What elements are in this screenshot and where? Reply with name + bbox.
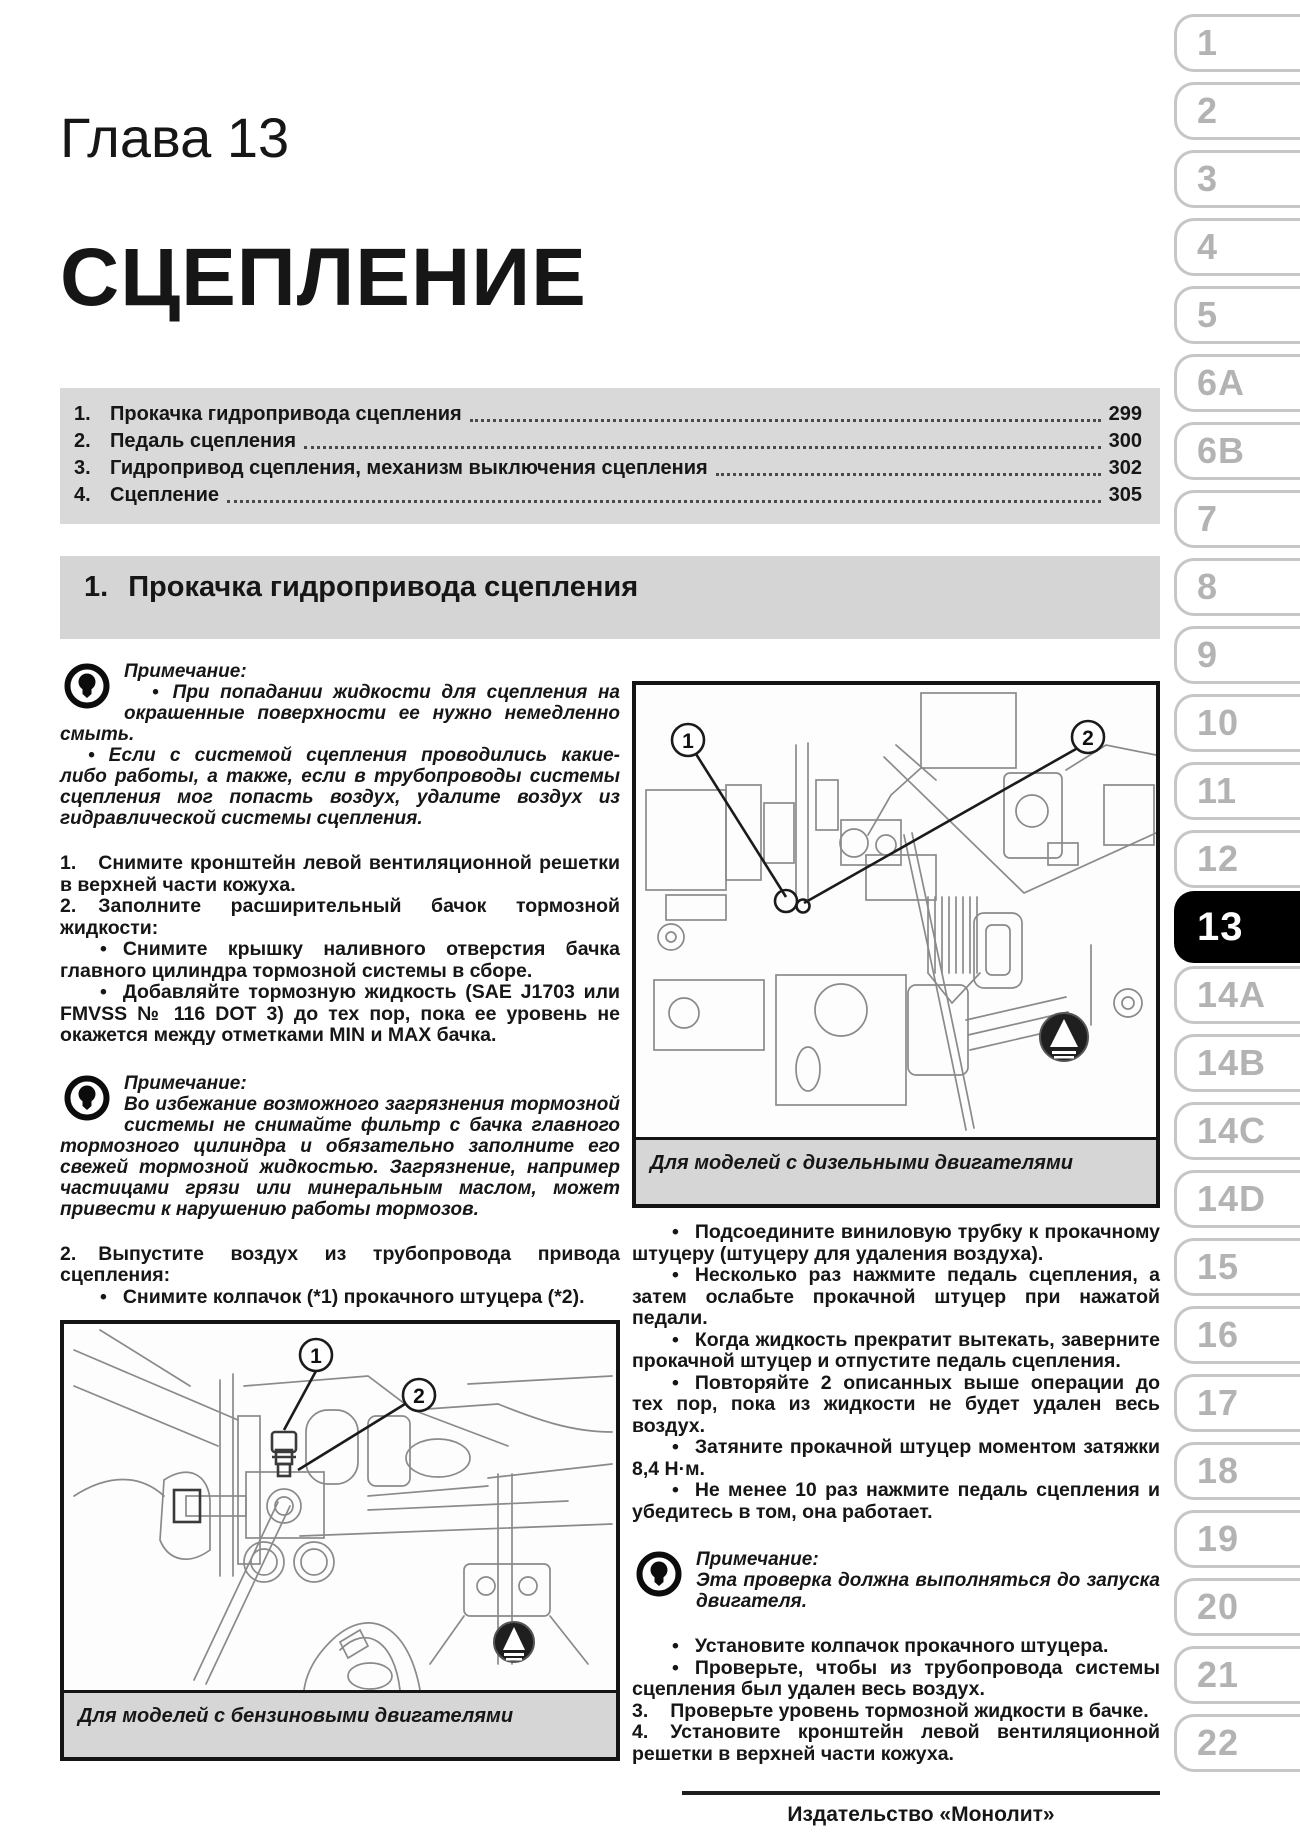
footer-publisher: Издательство «Монолит» (787, 1803, 1055, 1826)
toc-number: 1. (74, 403, 91, 425)
diagram-caption: Для моделей с дизельными двигателями (636, 1137, 1156, 1204)
chapter-heading: Глава 13 (60, 106, 290, 169)
toc-row[interactable] (74, 401, 1142, 428)
bullet-marker: • (672, 1479, 679, 1501)
petrol-engine-diagram (64, 1324, 616, 1690)
sidebar-tab-10[interactable]: 10 (1174, 694, 1300, 752)
sidebar-tab-8[interactable]: 8 (1174, 558, 1300, 616)
toc-label: Сцепление (110, 484, 220, 506)
note-bullet (60, 682, 620, 745)
bullet-marker: • (672, 1656, 679, 1679)
note-box (60, 661, 620, 829)
callout-1-label: 1 (682, 730, 694, 753)
callout-2-label: 2 (1082, 727, 1094, 750)
bullet-text: Снимите крышку наливного отверстия бачка главного цилиндра тормозной системы в сборе. (60, 938, 620, 982)
page-footer (682, 1791, 1160, 1827)
bullet-marker: • (672, 1264, 679, 1286)
note-lightbulb-icon (636, 1551, 682, 1597)
bullet-marker: • (672, 1328, 679, 1351)
bullet-text: Затяните прокачной штуцер моментом затяжки 8,4 Н·м. (632, 1436, 1160, 1480)
bullet-text: Несколько раз нажмите педаль сцепления, а затем ослабьте прокачной штуцер при нажатой педали. (632, 1264, 1160, 1329)
leader-line (284, 1371, 316, 1430)
sidebar-tab-14b[interactable]: 14B (1174, 1034, 1300, 1092)
step-item (632, 1701, 1160, 1723)
sidebar-tab-18[interactable]: 18 (1174, 1442, 1300, 1500)
sidebar-tab-14a[interactable]: 14A (1174, 966, 1300, 1024)
note-box (632, 1549, 1160, 1612)
bullet-marker: • (672, 1371, 679, 1394)
step-text: Проверьте уровень тормозной жидкости в бачке. (670, 1699, 1149, 1722)
note-title: Примечание: (696, 1549, 819, 1570)
page-title: СЦЕПЛЕНИЕ (60, 232, 587, 323)
bullet-marker: • (100, 938, 107, 960)
diagram-box-petrol (60, 1320, 620, 1761)
sidebar-tab-17[interactable]: 17 (1174, 1374, 1300, 1432)
sidebar-tab-20[interactable]: 20 (1174, 1578, 1300, 1636)
callout-1-label: 1 (310, 1345, 322, 1368)
bullet-item (632, 1658, 1160, 1701)
bullet-marker: • (88, 745, 95, 766)
toc-number: 2. (74, 430, 91, 452)
step-marker: 4. (632, 1721, 649, 1743)
leader-line (696, 754, 786, 897)
bullet-item (60, 939, 620, 982)
bullet-marker: • (100, 981, 107, 1003)
bullet-text: Когда жидкость прекратит вытекать, заверните прокачной штуцер и отпустите педаль сцепления. (632, 1328, 1160, 1372)
note-lightbulb-icon (64, 663, 110, 709)
bullet-marker: • (152, 682, 159, 703)
step-item (60, 1244, 620, 1287)
toc-row[interactable] (74, 428, 1142, 455)
two-column-layout (60, 661, 1160, 1765)
diagram-caption: Для моделей с бензиновыми двигателями (64, 1690, 616, 1757)
note-text: Если с системой сцепления проводились какие-либо работы, а также, если в трубопроводы системы сцепления мог попасть воздух, удалите воздух из гидравлической системы сцепления. (60, 745, 620, 829)
bullet-marker: • (100, 1285, 107, 1308)
bullet-item (632, 1480, 1160, 1523)
sidebar-tab-6a[interactable]: 6A (1174, 354, 1300, 412)
bleeder-fitting (775, 890, 797, 912)
monolit-watermark (494, 1622, 534, 1662)
step-text: Установите кронштейн левой вентиляционной решетки в верхней части кожуха. (632, 1721, 1160, 1765)
right-column (632, 661, 1160, 1765)
bullet-item (632, 1636, 1160, 1658)
procedure-bullets (632, 1222, 1160, 1523)
bullet-item (60, 1287, 620, 1309)
toc-label: Прокачка гидропривода сцепления (110, 403, 462, 425)
sidebar-tab-14d[interactable]: 14D (1174, 1170, 1300, 1228)
section-number: 1. (84, 571, 109, 603)
toc-dot-leader (227, 499, 1101, 503)
monolit-watermark (1040, 1013, 1088, 1061)
sidebar-tab-19[interactable]: 19 (1174, 1510, 1300, 1568)
sidebar-tab-9[interactable]: 9 (1174, 626, 1300, 684)
sidebar-tab-12[interactable]: 12 (1174, 830, 1300, 888)
note-bullet (60, 745, 620, 829)
toc-number: 3. (74, 457, 91, 479)
sidebar-tab-3[interactable]: 3 (1174, 150, 1300, 208)
bullet-item (60, 982, 620, 1047)
note-box (60, 1073, 620, 1220)
toc-dot-leader (470, 418, 1101, 422)
toc-dot-leader (716, 472, 1101, 476)
toc-page-number: 302 (1108, 457, 1142, 479)
step-item (60, 896, 620, 939)
sidebar-tab-13-active[interactable]: 13 (1174, 891, 1300, 963)
bullet-text: Проверьте, чтобы из трубопровода системы сцепления был удален весь воздух. (632, 1656, 1160, 1700)
toc-page-number: 305 (1108, 484, 1142, 506)
note-title: Примечание: (124, 1072, 247, 1094)
note-text: При попадании жидкости для сцепления на окрашенные поверхности ее нужно немедленно смыть. (60, 682, 620, 745)
bullet-text: Подсоедините виниловую трубку к прокачному штуцеру (штуцеру для удаления воздуха). (632, 1221, 1160, 1265)
step-marker: 2. (60, 895, 77, 917)
diagram-box-diesel (632, 681, 1160, 1208)
toc-row[interactable] (74, 455, 1142, 482)
bullet-text: Снимите колпачок (*1) прокачного штуцера (*2). (122, 1285, 585, 1308)
step-item (632, 1722, 1160, 1765)
bullet-text: Добавляйте тормозную жидкость (SAE J1703 или FMVSS № 116 DOT 3) до тех пор, пока ее уровень не окажется между отметками MIN и MAX бачка. (60, 981, 620, 1046)
note-text: Во избежание возможного загрязнения тормозной системы не снимайте фильтр с бачка главного тормозного цилиндра и обязательно заполните его свежей тормозной жидкостью. Загрязнение, например частицами грязи или минеральным маслом, может привести к нарушению работы тормозов. (60, 1093, 620, 1220)
bullet-text: Повторяйте 2 описанных выше операции до тех пор, пока из жидкости не будет удален весь воздух. (632, 1371, 1160, 1437)
callout-2-label: 2 (413, 1385, 425, 1408)
sidebar-tab-14c[interactable]: 14C (1174, 1102, 1300, 1160)
sidebar-tab-5[interactable]: 5 (1174, 286, 1300, 344)
note-lightbulb-icon (64, 1075, 110, 1121)
section-title: Прокачка гидропривода сцепления (128, 571, 639, 603)
toc-label: Педаль сцепления (110, 430, 297, 452)
bullet-item (632, 1265, 1160, 1330)
bullet-item (632, 1373, 1160, 1438)
bullet-text: Не менее 10 раз нажмите педаль сцепления и убедитесь в том, она работает. (632, 1479, 1160, 1523)
sidebar-tab-16[interactable]: 16 (1174, 1306, 1300, 1364)
sidebar-tab-15[interactable]: 15 (1174, 1238, 1300, 1296)
toc-page-number: 300 (1108, 430, 1142, 452)
toc-dot-leader (304, 445, 1101, 449)
bullet-item (632, 1222, 1160, 1265)
toc-number: 4. (74, 484, 91, 506)
table-of-contents (60, 388, 1160, 524)
bullet-text: Установите колпачок прокачного штуцера. (694, 1635, 1109, 1657)
sidebar-tab-1[interactable]: 1 (1174, 14, 1300, 72)
bullet-item (632, 1330, 1160, 1373)
bullet-item (632, 1437, 1160, 1480)
sidebar-tab-4[interactable]: 4 (1174, 218, 1300, 276)
bullet-marker: • (672, 1221, 679, 1243)
step-item (60, 853, 620, 896)
note-title: Примечание: (124, 661, 247, 682)
sidebar-tab-22[interactable]: 22 (1174, 1714, 1300, 1772)
chapter-tabs-sidebar (1174, 14, 1300, 1772)
step-text: Заполните расширительный бачок тормозной жидкости: (60, 895, 620, 939)
sidebar-tab-2[interactable]: 2 (1174, 82, 1300, 140)
diesel-engine-diagram (636, 685, 1156, 1137)
toc-label: Гидропривод сцепления, механизм выключения сцепления (110, 457, 708, 479)
page-content (60, 0, 1160, 1765)
step-marker: 1. (60, 852, 77, 874)
step-text: Снимите кронштейн левой вентиляционной решетки в верхней части кожуха. (60, 852, 620, 896)
sidebar-tab-11[interactable]: 11 (1174, 762, 1300, 820)
step-marker: 3. (632, 1699, 649, 1722)
sidebar-tab-6b[interactable]: 6B (1174, 422, 1300, 480)
section-heading-bar (60, 556, 1160, 639)
sidebar-tab-21[interactable]: 21 (1174, 1646, 1300, 1704)
bullet-marker: • (672, 1436, 679, 1458)
left-column (60, 661, 620, 1761)
step-marker: 2. (60, 1242, 77, 1265)
toc-page-number: 299 (1108, 403, 1142, 425)
bullet-marker: • (672, 1635, 679, 1657)
step-text: Выпустите воздух из трубопровода привода сцепления: (60, 1242, 620, 1286)
sidebar-tab-7[interactable]: 7 (1174, 490, 1300, 548)
toc-row[interactable] (74, 482, 1142, 509)
note-text: Эта проверка должна выполняться до запуска двигателя. (696, 1570, 1160, 1612)
